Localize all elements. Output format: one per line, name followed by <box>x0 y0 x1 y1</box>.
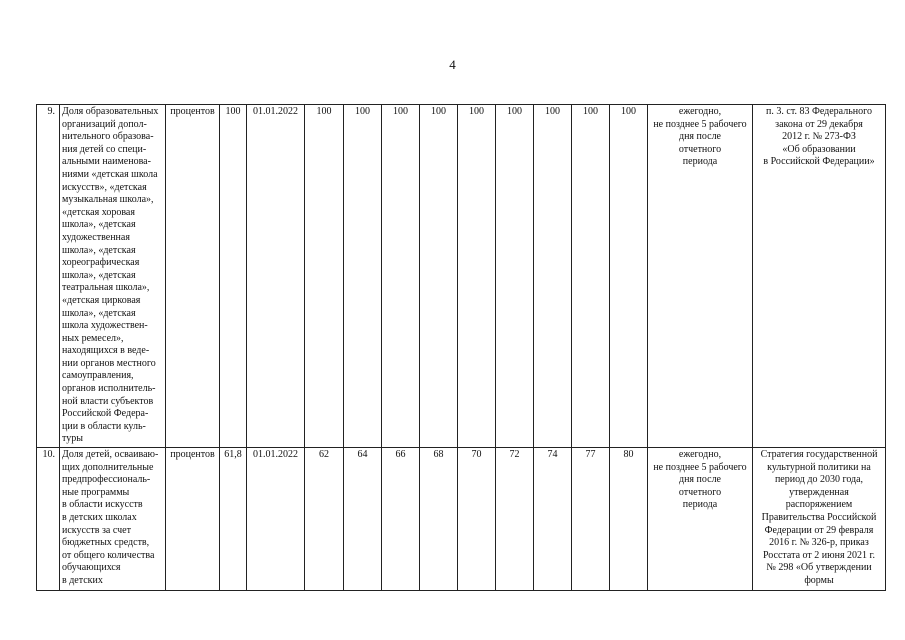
value-cell: 100 <box>610 105 648 448</box>
value-cell: 68 <box>420 448 458 591</box>
value-cell: 100 <box>458 105 496 448</box>
value-cell: 77 <box>572 448 610 591</box>
value-cell: 62 <box>305 448 344 591</box>
indicator-name: Доля детей, осваиваю- щих дополнительные предпрофессиональ- ные программы в области искусств в детских школах искусств за счет бюджетных средств, от общего количества обучающихся в детских <box>60 448 166 591</box>
base-date-cell: 01.01.2022 <box>247 448 305 591</box>
source-cell: п. 3. ст. 83 Федерального закона от 29 декабря 2012 г. № 273-ФЗ «Об образовании в Российской Федерации» <box>753 105 886 448</box>
indicator-name: Доля образовательных организаций допол- нительного образова- ния детей со специ- альными наименова- ниями «детская школа искусств», «детская музыкальная школа», «детская хоровая школа», «детская художественная школа», «детская хореографическая школа», «детская театральная школа», «детская цирковая школа», «детская школа художествен- ных ремесел», находящихся в веде- нии органов местного самоуправления, органов исполнитель- ной власти субъектов Российской Федера- ции в области куль- туры <box>60 105 166 448</box>
base-value-cell: 100 <box>220 105 247 448</box>
base-value-cell: 61,8 <box>220 448 247 591</box>
value-cell: 70 <box>458 448 496 591</box>
indicators-table <box>36 104 886 591</box>
value-cell: 100 <box>496 105 534 448</box>
frequency-cell: ежегодно, не позднее 5 рабочего дня после отчетного периода <box>648 448 753 591</box>
source-cell: Стратегия государственной культурной политики на период до 2030 года, утвержденная распоряжением Правительства Российской Федерации от 29 февраля 2016 г. № 326-р, приказ Росстата от 2 июня 2021 г. № 298 «Об утверждении формы <box>753 448 886 591</box>
frequency-cell: ежегодно, не позднее 5 рабочего дня после отчетного периода <box>648 105 753 448</box>
unit-cell: процентов <box>166 448 220 591</box>
unit-cell: процентов <box>166 105 220 448</box>
value-cell: 100 <box>534 105 572 448</box>
row-number: 10. <box>37 448 60 591</box>
value-cell: 100 <box>344 105 382 448</box>
value-cell: 100 <box>382 105 420 448</box>
value-cell: 64 <box>344 448 382 591</box>
value-cell: 66 <box>382 448 420 591</box>
value-cell: 100 <box>305 105 344 448</box>
value-cell: 72 <box>496 448 534 591</box>
value-cell: 100 <box>572 105 610 448</box>
base-date-cell: 01.01.2022 <box>247 105 305 448</box>
row-number: 9. <box>37 105 60 448</box>
page-number: 4 <box>449 57 456 72</box>
value-cell: 100 <box>420 105 458 448</box>
value-cell: 74 <box>534 448 572 591</box>
table-row <box>37 448 886 591</box>
value-cell: 80 <box>610 448 648 591</box>
table-row <box>37 105 886 448</box>
